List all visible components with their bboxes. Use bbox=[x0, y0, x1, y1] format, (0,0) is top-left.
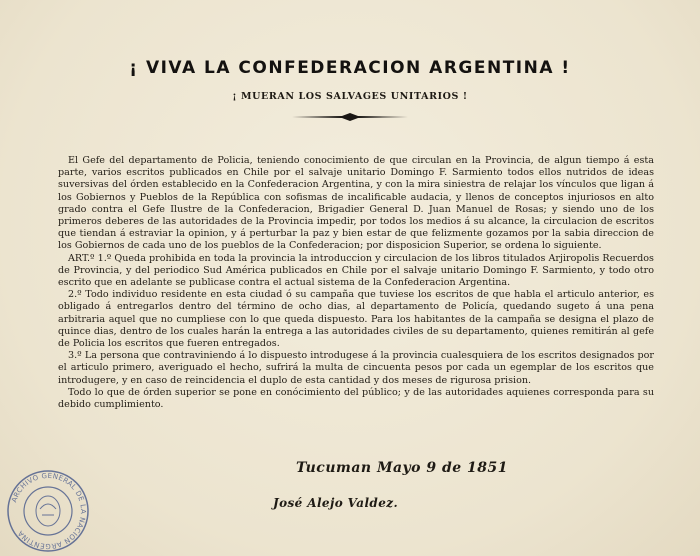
document-title: ¡ VIVA LA CONFEDERACION ARGENTINA ! bbox=[129, 58, 571, 78]
decree-body bbox=[58, 155, 654, 411]
place-date: Tucuman Mayo 9 de 1851 bbox=[296, 460, 509, 476]
preamble-paragraph: El Gefe del departamento de Policia, teniendo conocimiento de que circulan en la Provincia, de algun tiempo á esta parte, varios escritos publicados en Chile por el salvaje unitario Domingo F. Sarmiento todos ellos nutridos de ideas suversivas del órden establecido en la Confederacion Argentina, y con la mira siniestra de relajar los vínculos que ligan á los Gobiernos y Pueblos de la República con sofismas de incalificable audacia, y llenos de conceptos injuriosos en alto grado contra el Gefe Ilustre de la Confederacion, Brigadier General D. Juan Manuel de Rosas; y siendo uno de los primeros deberes de las autoridades de la Provincia impedir, por todos los medios á su alcance, la circulacion de escritos que tiendan á estraviar la opinion, y á perturbar la paz y bien estar de que felizmente gozamos por la sabia direccion de los Gobiernos de cada uno de los pueblos de la Confederacion; por disposicion Superior, se ordena lo siguiente. bbox=[58, 155, 654, 252]
document-subtitle: ¡ MUERAN LOS SALVAGES UNITARIOS ! bbox=[232, 91, 468, 102]
article-3: 3.º La persona que contraviniendo á lo dispuesto introdugese á la provincia cualesquiera de los escritos designados por el articulo primero, averiguado el hecho, sufrirá la multa de cincuenta pesos por cada un egemplar de los escritos que introdugere, y en caso de reincidencia el duplo de esta cantidad y dos meses de rigurosa prision. bbox=[58, 350, 654, 386]
svg-text:ARCHIVO GENERAL DE LA NACION A: ARCHIVO GENERAL DE LA NACION ARGENTINA bbox=[10, 471, 88, 551]
signature: José Alejo Valdez. bbox=[273, 496, 399, 510]
article-2: 2.º Todo individuo residente en esta ciudad ó su campaña que tuviese los escritos de que habla el articulo anterior, es obligado á entregarlos dentro del término de ocho dias, al departamento de Policía, quedando sugeto á una pena arbitraria aquel que no cumpliese con lo que queda dispuesto. Para los habitantes de la campaña se designa el plazo de quince dias, dentro de los cuales harán la entrega a las autoridades civiles de su departamento, quienes remitirán al gefe de Policia los escritos que fueren entregados. bbox=[58, 289, 654, 350]
article-1: ART.º 1.º Queda prohibida en toda la provincia la introduccion y circulacion de los libros titulados Arjiropolis Recuerdos de Provincia, y del periodico Sud América publicados en Chile por el salvaje unitario Domingo F. Sarmiento, y todo otro escrito que en adelante se publicase contra el actual sistema de la Confederacion Argentina. bbox=[58, 252, 654, 289]
ornament-divider bbox=[290, 111, 410, 123]
closing-paragraph: Todo lo que de órden superior se pone en conócimiento del público; y de las autoridades aquienes corresponda para su debido cumplimiento. bbox=[58, 386, 654, 411]
archive-stamp bbox=[6, 469, 90, 553]
